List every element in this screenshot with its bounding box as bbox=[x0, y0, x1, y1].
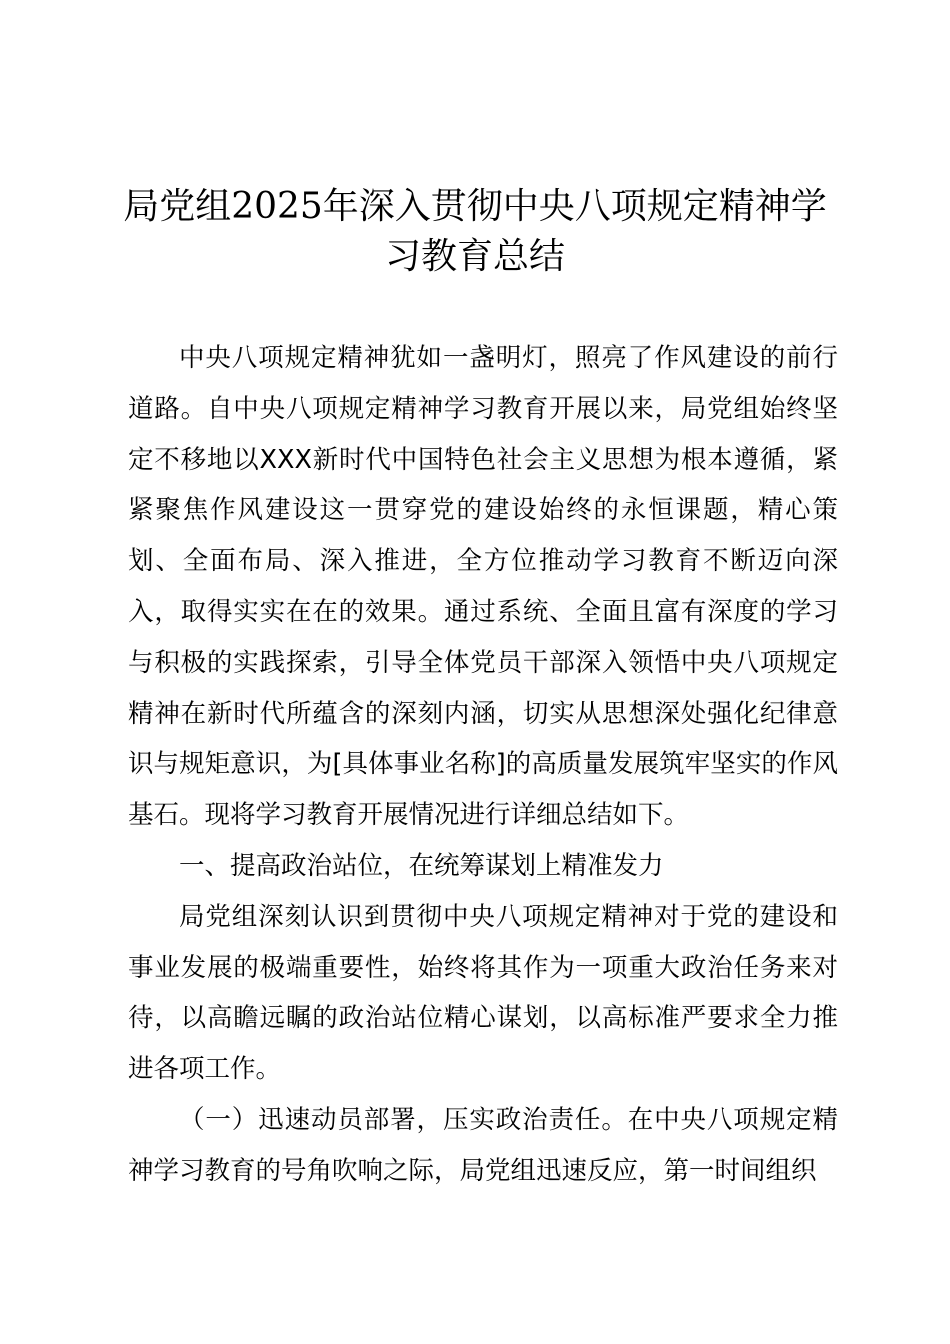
intro-paragraph: 中央八项规定精神犹如一盏明灯，照亮了作风建设的前行道路。自中央八项规定精神学习教育开展以来，局党组始终坚定不移地以XXX新时代中国特色社会主义思想为根本遵循，紧紧聚焦作风建设这一贯穿党的建设始终的永恒课题，精心策划、全面布局、深入推进，全方位推动学习教育不断迈向深入，取得实实在在的效果。通过系统、全面且富有深度的学习与积极的实践探索，引导全体党员干部深入领悟中央八项规定精神在新时代所蕴含的深刻内涵，切实从思想深处强化纪律意识与规矩意识，为[具体事业名称]的高质量发展筑牢坚实的作风基石。现将学习教育开展情况进行详细总结如下。 bbox=[128, 343, 838, 831]
subsection-1-paragraph: （一）迅速动员部署，压实政治责任。在中央八项规定精神学习教育的号角吹响之际，局党组迅速反应，第一时间组织 bbox=[128, 1104, 838, 1186]
section-heading-1: 一、提高政治站位，在统筹谋划上精准发力 bbox=[179, 850, 664, 881]
document-body bbox=[128, 333, 838, 1197]
title-line-2: 习教育总结 bbox=[384, 236, 565, 277]
title-line-1: 局党组2025年深入贯彻中央八项规定精神学 bbox=[123, 186, 827, 227]
section-1-paragraph: 局党组深刻认识到贯彻中央八项规定精神对于党的建设和事业发展的极端重要性，始终将其作为一项重大政治任务来对待，以高瞻远瞩的政治站位精心谋划，以高标准严要求全力推进各项工作。 bbox=[128, 901, 838, 1085]
document-title bbox=[90, 182, 860, 282]
